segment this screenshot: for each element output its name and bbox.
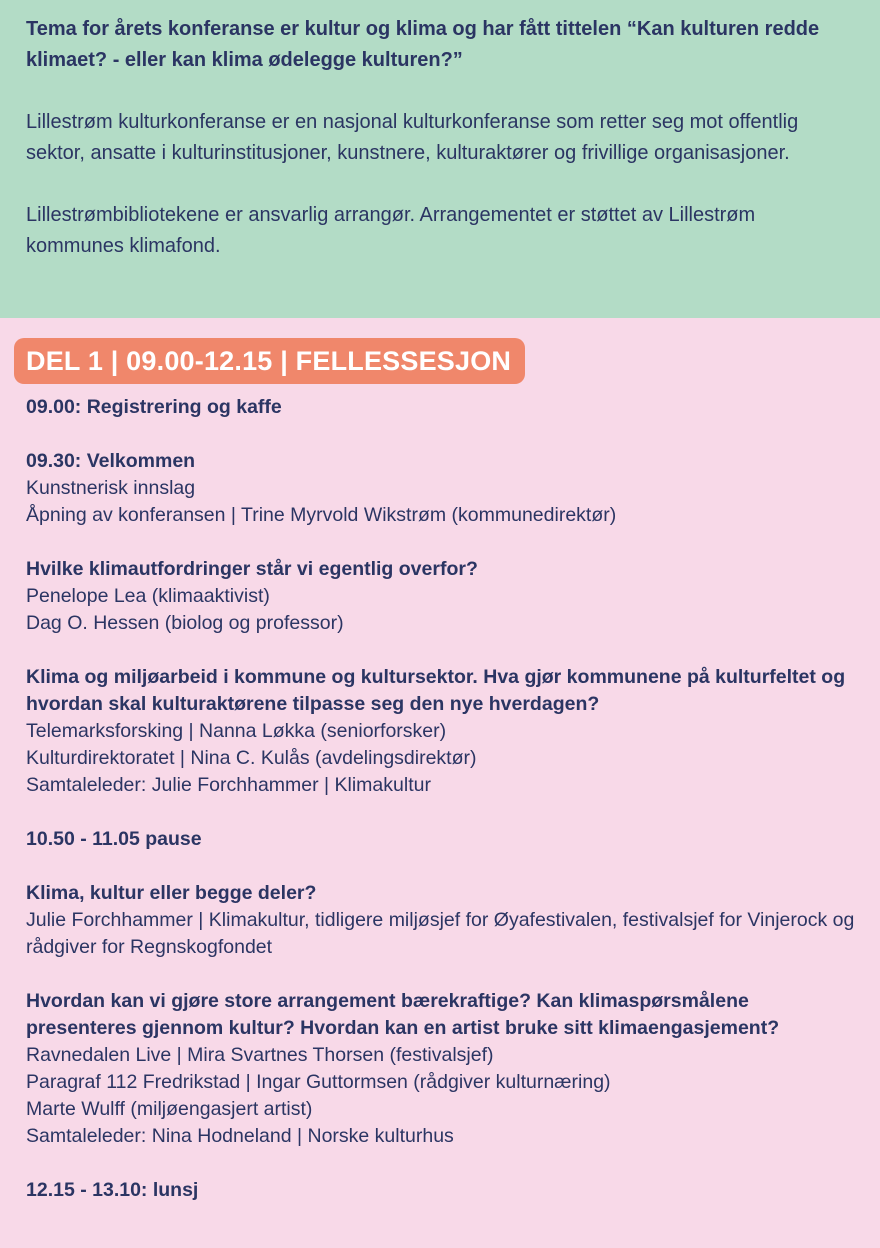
program-item-line: Kulturdirektoratet | Nina C. Kulås (avdelingsdirektør): [26, 747, 477, 769]
conference-description: Lillestrøm kulturkonferanse er en nasjonal kulturkonferanse som retter seg mot offentlig sektor, ansatte i kulturinstitusjoner, kunstnere, kulturaktører og frivillige organisasjoner.: [26, 111, 799, 164]
program-item-line: Samtaleleder: Julie Forchhammer | Klimakultur: [26, 774, 431, 796]
program-item: [26, 556, 860, 637]
program-item-title: 12.15 - 13.10: lunsj: [26, 1179, 199, 1201]
conference-theme: Tema for årets konferanse er kultur og klima og har fått tittelen “Kan kulturen redde klimaet? - eller kan klima ødelegge kulturen?”: [26, 18, 820, 71]
program-item: [26, 988, 860, 1150]
intro-panel: [0, 0, 880, 318]
program-item: [26, 664, 860, 799]
program-item-line: Julie Forchhammer | Klimakultur, tidligere miljøsjef for Øyafestivalen, festivalsjef for Vinjerock og rådgiver for Regnskogfondet: [26, 909, 855, 958]
program-item: [26, 1177, 860, 1204]
program-item-line: Paragraf 112 Fredrikstad | Ingar Guttormsen (rådgiver kulturnæring): [26, 1071, 611, 1093]
program-item-line: Åpning av konferansen | Trine Myrvold Wikstrøm (kommunedirektør): [26, 504, 617, 526]
program-item-line: Telemarksforsking | Nanna Løkka (seniorforsker): [26, 720, 447, 742]
program-item-line: Samtaleleder: Nina Hodneland | Norske kulturhus: [26, 1125, 454, 1147]
program-panel: [0, 318, 880, 1248]
program-item-line: Ravnedalen Live | Mira Svartnes Thorsen (festivalsjef): [26, 1044, 494, 1066]
section-header: DEL 1 | 09.00-12.15 | FELLESSESJON: [14, 338, 525, 384]
program-item-title: Klima og miljøarbeid i kommune og kultursektor. Hva gjør kommunene på kulturfeltet og hvordan skal kulturaktørene tilpasse seg den nye hverdagen?: [26, 666, 846, 715]
program-item-title: Hvordan kan vi gjøre store arrangement bærekraftige? Kan klimaspørsmålene presenteres gjennom kultur? Hvordan kan en artist bruke sitt klimaengasjement?: [26, 990, 780, 1039]
conference-organizer: Lillestrømbibliotekene er ansvarlig arrangør. Arrangementet er støttet av Lillestrøm kommunes klimafond.: [26, 204, 756, 257]
program-item-line: Marte Wulff (miljøengasjert artist): [26, 1098, 313, 1120]
program-item-title: Hvilke klimautfordringer står vi egentlig overfor?: [26, 558, 478, 580]
program-item: [26, 394, 860, 421]
program-item: [26, 448, 860, 529]
program-items: [14, 394, 860, 1204]
program-item: [26, 826, 860, 853]
program-item-title: 10.50 - 11.05 pause: [26, 828, 202, 850]
program-item-line: Dag O. Hessen (biolog og professor): [26, 612, 344, 634]
program-item-title: 09.30: Velkommen: [26, 450, 196, 472]
program-item-line: Penelope Lea (klimaaktivist): [26, 585, 270, 607]
program-item-title: 09.00: Registrering og kaffe: [26, 396, 282, 418]
program-item-title: Klima, kultur eller begge deler?: [26, 882, 317, 904]
program-item: [26, 880, 860, 961]
program-item-line: Kunstnerisk innslag: [26, 477, 196, 499]
